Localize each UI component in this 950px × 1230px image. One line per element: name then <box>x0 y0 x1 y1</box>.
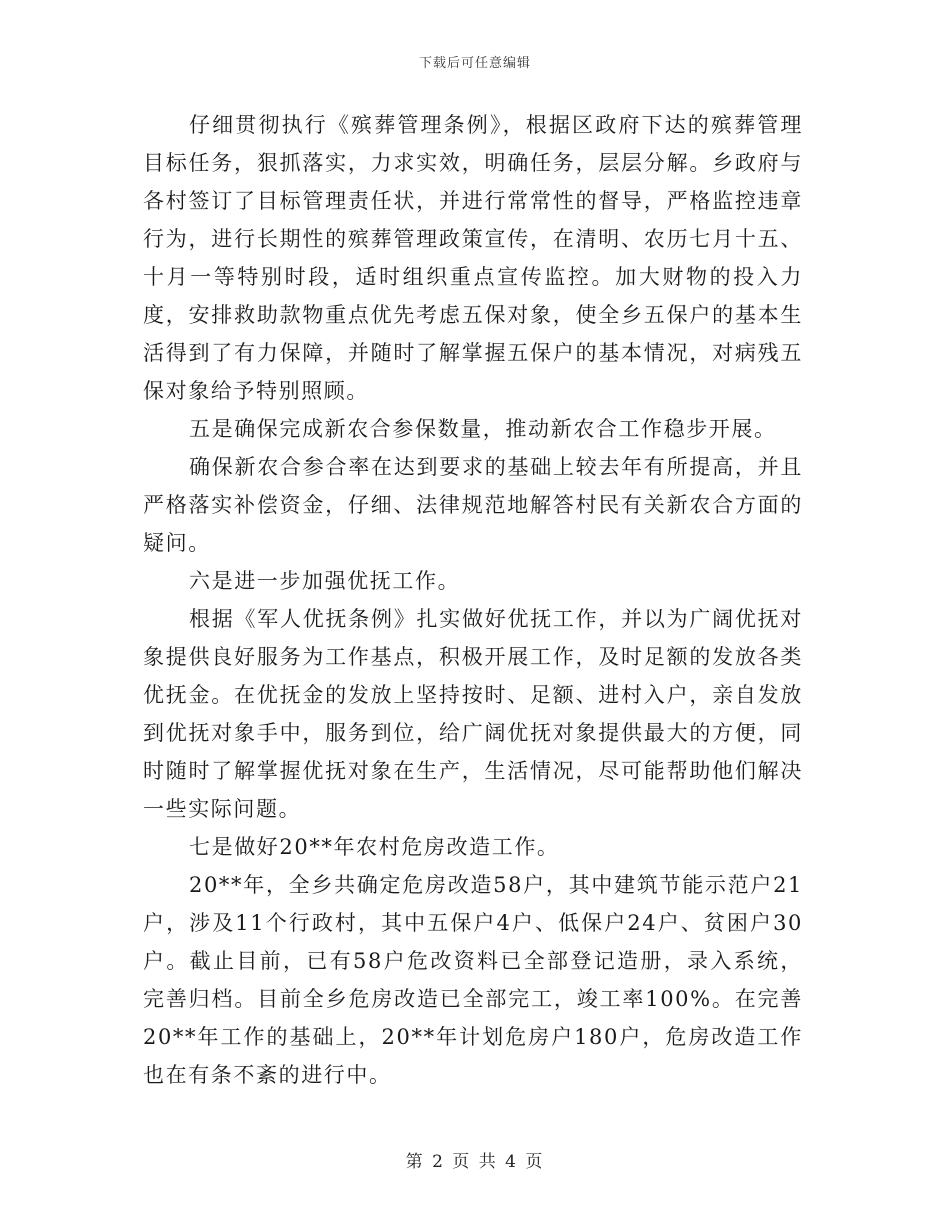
paragraph-funeral-management: 仔细贯彻执行《殡葬管理条例》，根据区政府下达的殡葬管理目标任务，狠抓落实，力求实效，明确任务，层层分解。乡政府与各村签订了目标管理责任状，并进行常常性的督导，严格监控违章行为，进行长期性的殡葬管理政策宣传，在清明、农历七月十五、十月一等特别时段，适时组织重点宣传监控。加大财物的投入力度，安排救助款物重点优先考虑五保对象，使全乡五保户的基本生活得到了有力保障，并随时了解掌握五保户的基本情况，对病残五保对象给予特别照顾。 <box>143 113 803 403</box>
heading-item-six: 六是进一步加强优抚工作。 <box>189 569 461 593</box>
heading-item-seven: 七是做好20**年农村危房改造工作。 <box>189 835 560 859</box>
paragraph-dilapidated-housing: 20**年，全乡共确定危房改造58户，其中建筑节能示范户21户，涉及11个行政村，其中五保户4户、低保户24户、贫困户30户。截止目前，已有58户危改资料已全部登记造册，录入系统，完善归档。目前全乡危房改造已全部完工，竣工率100%。在完善20**年工作的基础上，20**年计划危房户180户，危房改造工作也在有条不紊的进行中。 <box>143 873 803 1087</box>
heading-item-five: 五是确保完成新农合参保数量，推动新农合工作稳步开展。 <box>189 417 777 441</box>
document-body <box>143 106 803 1094</box>
page-number: 第 2 页 共 4 页 <box>405 1152 545 1172</box>
page-header: 下载后可任意编辑 <box>418 56 531 71</box>
paragraph-preferential-care: 根据《军人优抚条例》扎实做好优抚工作，并以为广阔优抚对象提供良好服务为工作基点，积极开展工作，及时足额的发放各类优抚金。在优抚金的发放上坚持按时、足额、进村入户，亲自发放到优抚对象手中，服务到位，给广阔优抚对象提供最大的方便，同时随时了解掌握优抚对象在生产，生活情况，尽可能帮助他们解决一些实际问题。 <box>143 607 803 821</box>
paragraph-rural-cooperative-medical: 确保新农合参合率在达到要求的基础上较去年有所提高，并且严格落实补偿资金，仔细、法律规范地解答村民有关新农合方面的疑问。 <box>143 455 803 555</box>
